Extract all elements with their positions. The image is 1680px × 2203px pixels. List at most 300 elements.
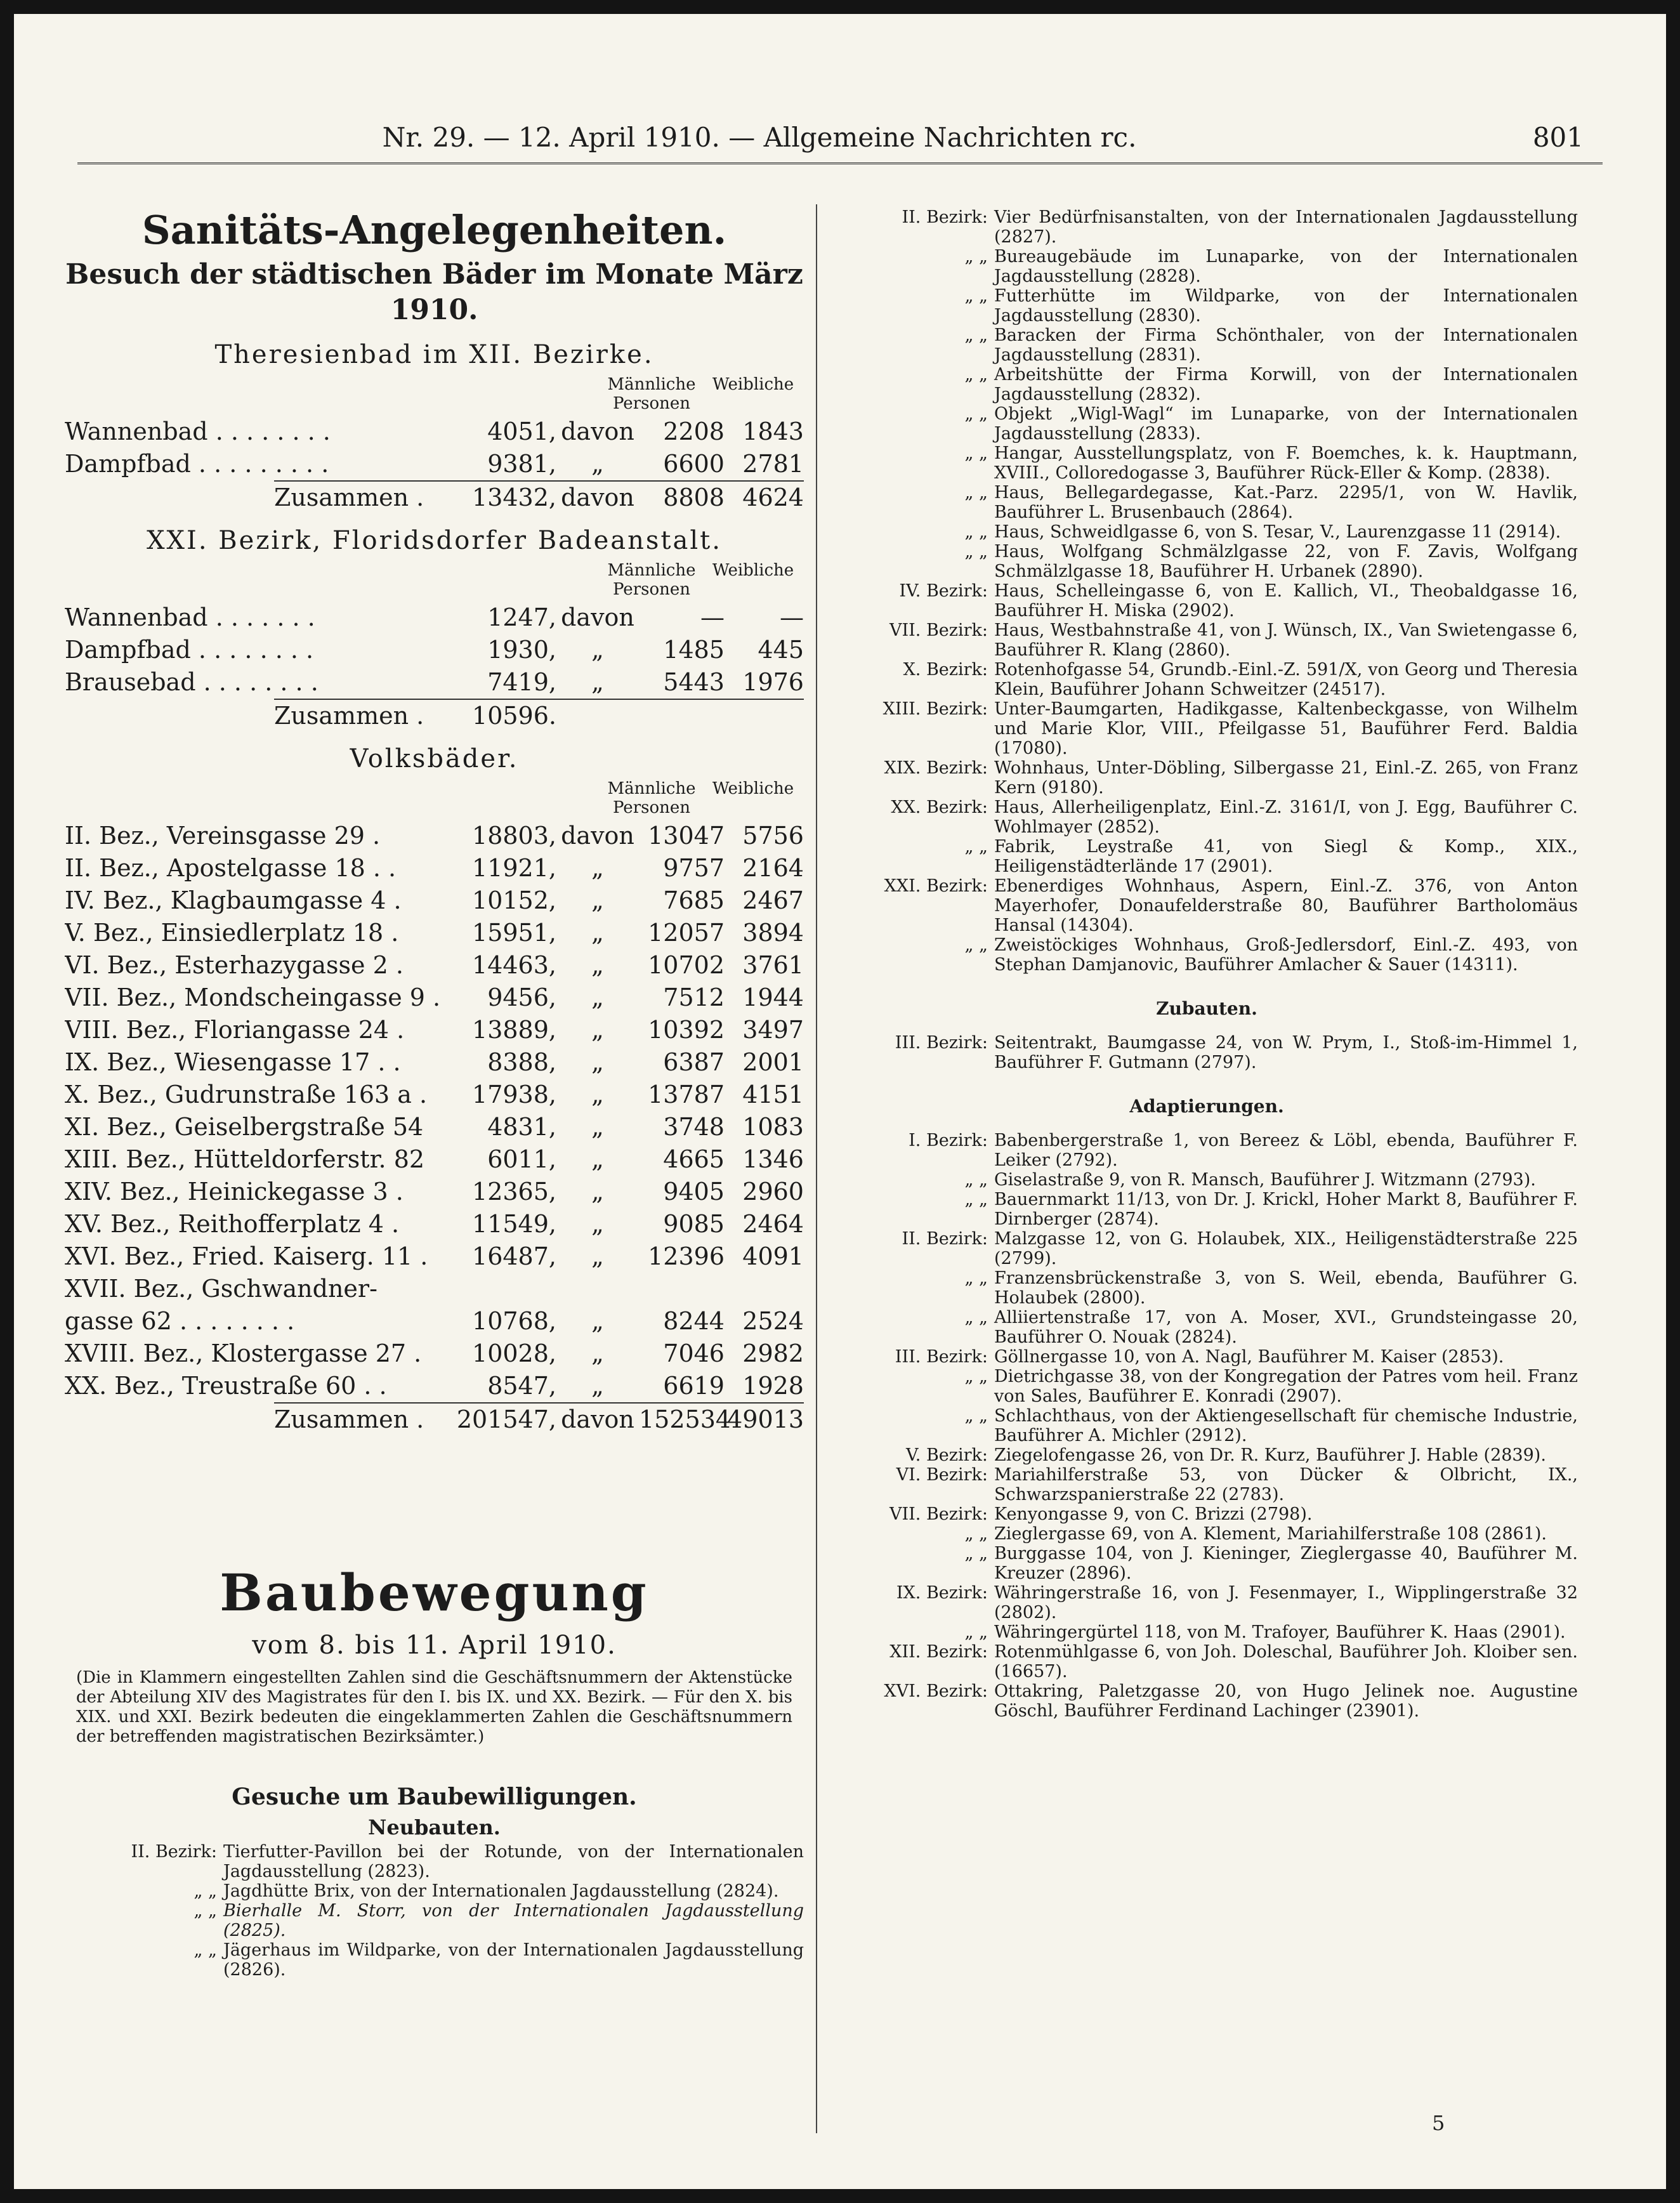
column-headings [65,779,804,817]
row-label: VIII. Bez., Floriangasse 24 . [65,1016,405,1044]
bezirk-label: „ „ [964,1170,988,1190]
entry-text: Alliiertenstraße 17, von A. Moser, XVI., Grundsteingasse 20, Bauführer O. Nouak (2824). [994,1308,1578,1347]
row-label: XV. Bez., Reithofferplatz 4 . [65,1210,400,1238]
bezirk-label: XIII. Bezirk: [883,699,988,719]
row-total: 4831, [487,1113,556,1141]
floridsdorf-heading: XXI. Bezirk, Floridsdorfer Badeanstalt. [147,526,722,555]
running-header [14,122,1666,166]
row-female [725,1273,804,1305]
bezirk-label: „ „ [964,1190,988,1209]
entry-text: Haus, Allerheiligenplatz, Einl.-Z. 3161/I, von J. Egg, Bauführer C. Wohlmayer (2852). [994,798,1578,837]
row-davon: „ [591,1307,604,1335]
table-row [65,1240,804,1273]
row-label: XVI. Bez., Fried. Kaiserg. 11 . [65,1242,428,1270]
entry-text: Schlachthaus, von der Aktiengesellschaft für chemische Industrie, Bauführer A. Michler (2912). [994,1406,1578,1445]
row-total: 10152, [472,886,556,914]
row-label: Wannenbad . . . . . . . . [65,418,331,445]
row-female: 2781 [742,450,804,478]
list-item [836,1170,1578,1190]
list-item [836,758,1578,798]
row-female: 2960 [742,1178,804,1206]
column-headings [65,561,804,599]
row-male: 10392 [648,1016,725,1044]
row-female: 1976 [742,668,804,696]
table-row [65,1111,804,1143]
row-male: 9405 [663,1178,725,1206]
table-row [65,1370,804,1402]
bezirk-label: „ „ [964,1308,988,1327]
column-headings [65,375,804,413]
volksbaeder-sum [65,1402,804,1436]
entry-text: Kenyongasse 9, von C. Brizzi (2798). [994,1504,1313,1524]
adaptierungen-heading: Adaptierungen. [1129,1096,1284,1117]
entry-text: Haus, Westbahnstraße 41, von J. Wünsch, IX., Van Swietengasse 6, Bauführer R. Klang (2860). [994,621,1578,660]
row-label: VII. Bez., Mondscheingasse 9 . [65,983,441,1011]
bezirk-label: „ „ [964,365,988,385]
col-weiblich: Weibliche [712,561,794,580]
volksbaeder-table [65,820,804,1402]
row-label: Brausebad . . . . . . . . [65,668,318,696]
row-female: 5756 [742,822,804,850]
row-male: 4665 [663,1145,725,1173]
row-female: 2982 [742,1339,804,1367]
entry-text: Währingerstraße 16, von J. Fesenmayer, I., Wipplingerstraße 32 (2802). [994,1583,1578,1622]
list-item [836,1445,1578,1465]
entry-text: Bureaugebäude im Lunaparke, von der Internationalen Jagdausstellung (2828). [994,247,1578,286]
bezirk-label: „ „ [964,404,988,424]
list-item [836,1033,1578,1072]
row-female: 3761 [742,951,804,979]
entry-text: Rotenhofgasse 54, Grundb.-Einl.-Z. 591/X, von Georg und Theresia Klein, Bauführer Johann Schweitzer (24517). [994,660,1578,699]
row-female: 1944 [742,983,804,1011]
sum-row [274,1402,804,1436]
entry-text: Bierhalle M. Storr, von der Internationalen Jagdausstellung (2825). [223,1901,804,1940]
row-male: 9757 [663,854,725,882]
list-item [836,660,1578,699]
row-total: 16487, [472,1242,556,1270]
table-row [65,1079,804,1111]
row-male: 6619 [663,1372,725,1400]
row-total: 201547, [456,1405,556,1433]
list-item [836,522,1578,542]
row-label: X. Bez., Gudrunstraße 163 a . [65,1081,428,1108]
bezirk-label: X. Bezirk: [903,660,988,680]
row-label: Dampfbad . . . . . . . . . [65,450,329,478]
entry-text: Haus, Schelleingasse 6, von E. Kallich, VI., Theobaldgasse 16, Bauführer H. Miska (2902). [994,581,1578,621]
row-davon: „ [591,854,604,882]
row-total [445,1273,556,1305]
left-column [65,198,804,1980]
bezirk-label: „ „ [964,444,988,463]
col-maennlich: Männliche Personen [607,561,696,599]
row-female: 2164 [742,854,804,882]
page-number: 801 [1532,122,1584,153]
list-item [836,1524,1578,1544]
row-male [639,1273,725,1305]
row-female: 3497 [742,1016,804,1044]
list-item [836,444,1578,483]
table-row [65,949,804,982]
entry-text: Futterhütte im Wildparke, von der Internationalen Jagdausstellung (2830). [994,286,1578,326]
row-total: 4051, [487,418,556,445]
row-label: XI. Bez., Geiselbergstraße 54 [65,1113,424,1141]
row-label: VI. Bez., Esterhazygasse 2 . [65,951,404,979]
entry-text: Objekt „Wigl-Wagl“ im Lunaparke, von der Internationalen Jagdausstellung (2833). [994,404,1578,444]
list-item [836,1367,1578,1406]
theresienbad-table [65,416,804,480]
col-maennlich: Männliche Personen [607,375,696,413]
col-maennlich: Männliche Personen [607,779,696,817]
row-davon: „ [591,886,604,914]
gesuche-heading: Gesuche um Baubewilligungen. [232,1784,637,1810]
entry-text: Jagdhütte Brix, von der Internationalen Jagdausstellung (2824). [223,1881,779,1901]
row-male: 13047 [648,822,725,850]
row-davon [556,1273,639,1305]
bezirk-label: II. Bezirk: [131,1842,217,1862]
col-weiblich: Weibliche [712,375,794,394]
entry-text: Unter-Baumgarten, Hadikgasse, Kaltenbeckgasse, von Wilhelm und Marie Klor, VIII., Pfeilgasse 51, Bauführer Ferd. Baldia (17080). [994,699,1578,758]
row-label: XIII. Bez., Hütteldorferstr. 82 [65,1145,425,1173]
row-male: 152534 [639,1405,732,1433]
baeder-subheading: Besuch der städtischen Bäder im Monate März 1910. [65,258,803,326]
row-label: XX. Bez., Treustraße 60 . . [65,1372,387,1400]
row-davon: davon [561,822,634,850]
row-davon: „ [591,1016,604,1044]
bezirk-label: „ „ [964,1367,988,1386]
entry-text: Franzensbrückenstraße 3, von S. Weil, ebenda, Bauführer G. Holaubek (2800). [994,1268,1578,1308]
row-total: 10028, [472,1339,556,1367]
row-total: 8388, [487,1048,556,1076]
row-total: 9381, [487,450,556,478]
sum-row [274,480,804,514]
neubauten-right-list [836,207,1578,975]
row-label: Dampfbad . . . . . . . . [65,636,314,664]
row-davon: davon [561,483,634,511]
row-davon: „ [591,1178,604,1206]
entry-text: Dietrichgasse 38, von der Kongregation der Patres vom heil. Franz von Sales, Bauführer E. Konradi (2907). [994,1367,1578,1406]
list-item [836,326,1578,365]
bezirk-label: IV. Bezirk: [899,581,988,601]
row-total: 11549, [472,1210,556,1238]
row-davon [556,700,639,732]
row-male: 13787 [648,1081,725,1108]
row-male: 6387 [663,1048,725,1076]
row-total: 15951, [472,919,556,947]
row-male: 7685 [663,886,725,914]
entry-text: Wohnhaus, Unter-Döbling, Silbergasse 21, Einl.-Z. 265, von Franz Kern (9180). [994,758,1578,798]
row-male: 12396 [648,1242,725,1270]
bezirk-label: „ „ [964,1268,988,1288]
row-male: 7046 [663,1339,725,1367]
row-total: 9456, [487,983,556,1011]
row-male: 3748 [663,1113,725,1141]
list-item [836,247,1578,286]
row-total: 12365, [472,1178,556,1206]
bezirk-label: XII. Bezirk: [889,1642,988,1662]
row-female: 3894 [742,919,804,947]
list-item [836,483,1578,522]
row-label: IX. Bez., Wiesengasse 17 . . [65,1048,401,1076]
row-female: 4151 [742,1081,804,1108]
row-davon: „ [591,450,604,478]
list-item [65,1940,804,1980]
list-item [836,1229,1578,1268]
header-rule [77,162,1603,164]
row-label: Wannenbad . . . . . . . [65,603,315,631]
row-female: 4091 [742,1242,804,1270]
row-male: 9085 [663,1210,725,1238]
table-row [65,1273,804,1305]
header-title: Nr. 29. — 12. April 1910. — Allgemeine Nachrichten rc. [382,122,1137,153]
list-item [836,542,1578,581]
col-weiblich: Weibliche [712,779,794,798]
list-item [836,876,1578,935]
table-row [65,602,804,634]
table-row [65,1208,804,1240]
entry-text: Seitentrakt, Baumgasse 24, von W. Prym, I., Stoß-im-Himmel 1, Bauführer F. Gutmann (2797). [994,1033,1578,1072]
bezirk-label: „ „ [964,1622,988,1642]
signature-number: 5 [1432,2111,1445,2135]
entry-text: Babenbergerstraße 1, von Bereez & Löbl, ebenda, Bauführer F. Leiker (2792). [994,1131,1578,1170]
list-item [836,798,1578,837]
sanitaet-heading: Sanitäts-Angelegenheiten. [141,207,727,253]
list-item [65,1842,804,1881]
entry-text: Zieglergasse 69, von A. Klement, Mariahilferstraße 108 (2861). [994,1524,1547,1544]
row-female: 2464 [742,1210,804,1238]
floridsdorf-table [65,602,804,699]
list-item [836,1465,1578,1504]
bezirk-label: VII. Bezirk: [889,1504,988,1524]
bezirk-label: III. Bezirk: [895,1033,988,1053]
row-label: Zusammen . [274,702,424,730]
bezirk-label: „ „ [964,1524,988,1544]
bezirk-label: „ „ [964,326,988,345]
table-row [65,1305,804,1338]
date-range: vom 8. bis 11. April 1910. [252,1631,617,1660]
row-female: 4624 [742,483,804,511]
list-item [836,1642,1578,1681]
row-total: 6011, [487,1145,556,1173]
table-row [65,1338,804,1370]
list-item [836,837,1578,876]
entry-text: Giselastraße 9, von R. Mansch, Bauführer J. Witzmann (2793). [994,1170,1536,1190]
row-total: 1930, [487,636,556,664]
bezirk-label: III. Bezirk: [895,1347,988,1367]
table-row [65,1046,804,1079]
bezirk-label: „ „ [194,1940,217,1960]
zubauten-heading: Zubauten. [1156,998,1257,1019]
list-item [836,581,1578,621]
bezirk-label: I. Bezirk: [909,1131,988,1150]
row-davon: „ [591,983,604,1011]
row-male: 2208 [663,418,725,445]
row-davon: „ [591,1145,604,1173]
row-female: 1346 [742,1145,804,1173]
list-item [836,935,1578,975]
entry-text: Jägerhaus im Wildparke, von der Internationalen Jagdausstellung (2826). [223,1940,804,1980]
entry-text: Burggasse 104, von J. Kieninger, Zieglergasse 40, Bauführer M. Kreuzer (2896). [994,1544,1578,1583]
row-female: — [780,603,804,631]
bezirk-label: „ „ [964,837,988,857]
table-row [65,448,804,480]
row-label: Zusammen . [274,483,424,511]
row-label: V. Bez., Einsiedlerplatz 18 . [65,919,399,947]
bezirk-label: II. Bezirk: [902,1229,988,1249]
explanatory-note: (Die in Klammern eingestellten Zahlen sind die Geschäftsnummern der Aktenstücke der Abteilung XIV des Magistrates für den I. bis IX. und XX. Bezirk. — Für den X. bis XIX. und XXI. Bezirk bedeuten die eingeklammerten Zahlen die Geschäftsnummern der betreffenden magistratischen Bezirksämter.) [76,1668,792,1746]
bezirk-label: „ „ [194,1881,217,1901]
theresienbad-sum [65,480,804,514]
row-davon: „ [591,951,604,979]
list-item [836,1268,1578,1308]
table-row [65,416,804,448]
row-label: IV. Bez., Klagbaumgasse 4 . [65,886,402,914]
row-male: 12057 [648,919,725,947]
row-female: 445 [758,636,804,664]
list-item [836,365,1578,404]
list-item [836,1131,1578,1170]
row-davon: „ [591,1339,604,1367]
row-female [725,700,804,732]
bezirk-label: XVI. Bezirk: [884,1681,988,1701]
entry-text: Währingergürtel 118, von M. Trafoyer, Bauführer K. Haas (2901). [994,1622,1566,1642]
row-davon: „ [591,919,604,947]
neubauten-heading: Neubauten. [368,1815,501,1839]
table-row [65,982,804,1014]
row-label: XIV. Bez., Heinickegasse 3 . [65,1178,404,1206]
bezirk-label: VI. Bezirk: [896,1465,988,1485]
row-davon: „ [591,1081,604,1108]
entry-text: Fabrik, Leystraße 41, von Siegl & Komp., XIX., Heiligenstädterlände 17 (2901). [994,837,1578,876]
row-total: 7419, [487,668,556,696]
right-column [836,207,1578,1721]
sum-row [274,699,804,732]
row-male: 10702 [648,951,725,979]
table-row [65,1014,804,1046]
entry-text: Baracken der Firma Schönthaler, von der Internationalen Jagdausstellung (2831). [994,326,1578,365]
row-label: II. Bez., Vereinsgasse 29 . [65,822,381,850]
list-item [836,207,1578,247]
table-row [65,917,804,949]
row-davon: „ [591,1113,604,1141]
entry-text: Haus, Wolfgang Schmälzlgasse 22, von F. Zavis, Wolfgang Schmälzlgasse 18, Bauführer H. Urbanek (2890). [994,542,1578,581]
row-label: II. Bez., Apostelgasse 18 . . [65,854,397,882]
bezirk-label: „ „ [964,935,988,955]
row-total: 17938, [472,1081,556,1108]
bezirk-label: „ „ [964,286,988,306]
row-male: 8808 [663,483,725,511]
row-total: 1247, [487,603,556,631]
row-male: 7512 [663,983,725,1011]
row-female: 1083 [742,1113,804,1141]
entry-text: Ebenerdiges Wohnhaus, Aspern, Einl.-Z. 376, von Anton Mayerhofer, Donaufelderstraße 80, Bauführer Bartholomäus Hansal (14304). [994,876,1578,935]
table-row [65,1143,804,1176]
table-row [65,1176,804,1208]
entry-text: Malzgasse 12, von G. Holaubek, XIX., Heiligenstädterstraße 225 (2799). [994,1229,1578,1268]
list-item [836,1190,1578,1229]
entry-text: Haus, Bellegardegasse, Kat.-Parz. 2295/1, von W. Havlik, Bauführer L. Brusenbauch (2864). [994,483,1578,522]
row-total: 10596. [472,702,556,730]
row-male: — [700,603,725,631]
entry-text: Vier Bedürfnisanstalten, von der Internationalen Jagdausstellung (2827). [994,207,1578,247]
entry-text: Arbeitshütte der Firma Korwill, von der Internationalen Jagdausstellung (2832). [994,365,1578,404]
neubauten-left-list [65,1842,804,1980]
list-item [836,621,1578,660]
table-row [65,666,804,699]
row-total: 10768, [472,1307,556,1335]
row-label: XVIII. Bez., Klostergasse 27 . [65,1339,422,1367]
row-total: 14463, [472,951,556,979]
list-item [836,1681,1578,1721]
row-female: 2524 [742,1307,804,1335]
bezirk-label: IX. Bezirk: [896,1583,988,1603]
row-davon: „ [591,1048,604,1076]
list-item [836,1308,1578,1347]
list-item [836,1622,1578,1642]
row-male [639,700,725,732]
baubewegung-heading: Baubewegung [220,1563,649,1622]
bezirk-label: II. Bezirk: [902,207,988,227]
adaptierungen-list [836,1131,1578,1721]
row-davon: „ [591,1210,604,1238]
entry-text: Göllnergasse 10, von A. Nagl, Bauführer M. Kaiser (2853). [994,1347,1504,1367]
row-male: 5443 [663,668,725,696]
list-item [836,699,1578,758]
bezirk-label: V. Bezirk: [906,1445,988,1465]
page-scan [14,14,1666,2189]
bezirk-label: XX. Bezirk: [891,798,988,817]
row-total: 13889, [472,1016,556,1044]
row-total: 11921, [472,854,556,882]
list-item [836,404,1578,444]
bezirk-label: „ „ [194,1901,217,1921]
row-davon: davon [561,418,634,445]
zubauten-list [836,1033,1578,1072]
row-female: 1928 [742,1372,804,1400]
bezirk-label: „ „ [964,483,988,503]
list-item [65,1901,804,1940]
row-female: 2467 [742,886,804,914]
row-davon: davon [561,1405,634,1433]
row-male: 1485 [663,636,725,664]
bezirk-label: „ „ [964,1406,988,1426]
entry-text: Ottakring, Paletzgasse 20, von Hugo Jelinek noe. Augustine Göschl, Bauführer Ferdinand Lachinger (23901). [994,1681,1578,1721]
entry-text: Tierfutter-Pavillon bei der Rotunde, von der Internationalen Jagdausstellung (2823). [223,1842,804,1881]
row-female: 49013 [727,1405,804,1433]
row-male: 6600 [663,450,725,478]
row-label: XVII. Bez., Gschwandner- [65,1275,377,1303]
row-label: gasse 62 . . . . . . . . [65,1307,295,1335]
list-item [836,1406,1578,1445]
row-female: 1843 [742,418,804,445]
row-davon: davon [561,603,634,631]
entry-text: Mariahilferstraße 53, von Dücker & Olbricht, IX., Schwarzspanierstraße 22 (2783). [994,1465,1578,1504]
row-davon: „ [591,1242,604,1270]
row-total: 8547, [487,1372,556,1400]
theresienbad-heading: Theresienbad im XII. Bezirke. [214,340,654,369]
list-item [836,1347,1578,1367]
entry-text: Hangar, Ausstellungsplatz, von F. Boemches, k. k. Hauptmann, XVIII., Colloredogasse 3, Bauführer Rück-Eller & Komp. (2838). [994,444,1578,483]
bezirk-label: „ „ [964,542,988,562]
list-item [836,286,1578,326]
row-total: 13432, [472,483,556,511]
table-row [65,820,804,852]
row-davon: „ [591,1372,604,1400]
list-item [836,1544,1578,1583]
row-male: 8244 [663,1307,725,1335]
table-row [65,634,804,666]
bezirk-label: „ „ [964,1544,988,1563]
column-rule [816,204,817,2133]
